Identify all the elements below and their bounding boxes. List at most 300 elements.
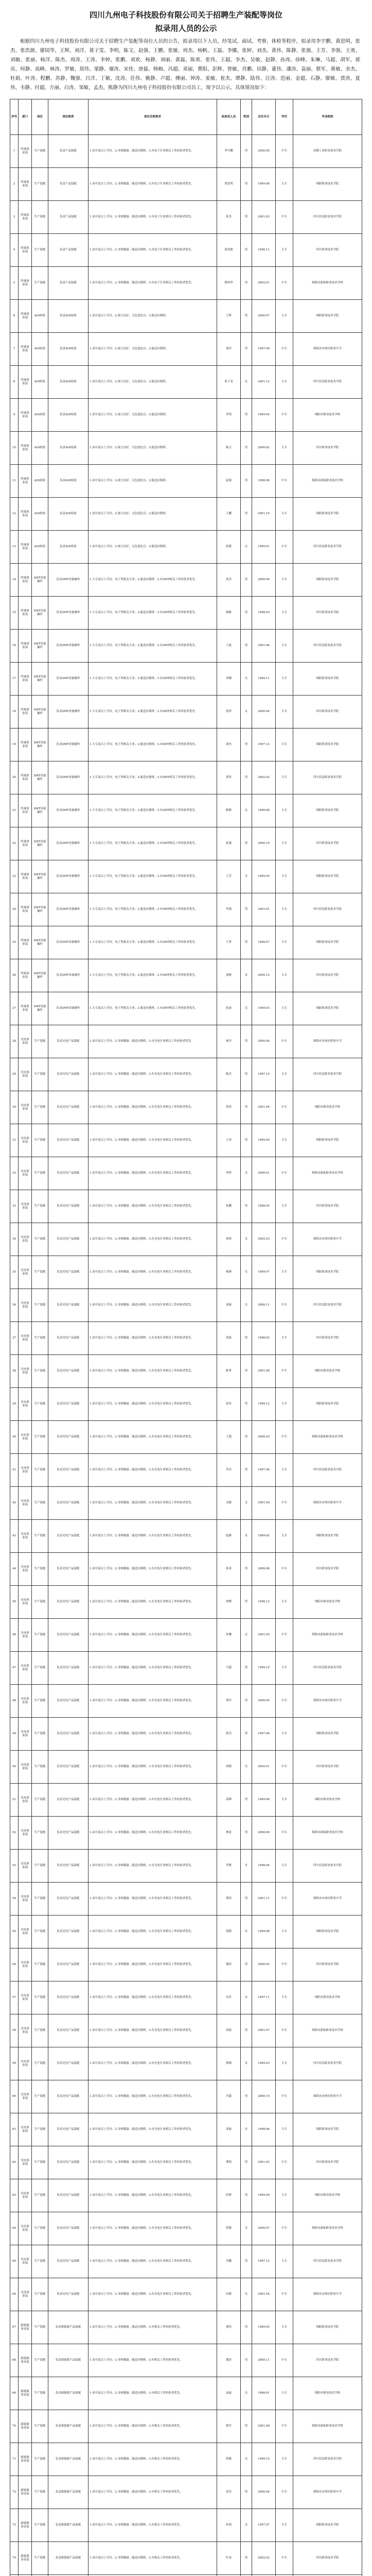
table-cell: 终端事业部 xyxy=(19,926,32,959)
table-cell: 2001.06 xyxy=(252,2410,276,2443)
table-cell: 廖国华 xyxy=(217,267,241,300)
table-cell: 女 xyxy=(241,860,252,893)
table-cell: 李明 xyxy=(217,399,241,432)
table-cell: 中专 xyxy=(276,1817,293,1850)
table-cell: 1.高中及以上学历；2.身体健康，能适应倒班；3.有相关工作经验者优先。 xyxy=(88,2443,217,2476)
table-cell: 40 xyxy=(10,1421,19,1454)
table-row xyxy=(10,2014,362,2047)
table-cell: 2000.09 xyxy=(252,564,276,597)
table-cell: 四川信息职业技术学院 xyxy=(293,1652,362,1685)
table-cell: 彭辉 xyxy=(217,2179,241,2212)
table-cell: 宋佳 xyxy=(217,1981,241,2014)
table-cell: 1999.08 xyxy=(252,168,276,201)
table-cell: 1.大专及以上学历，电子类相关专业；2.能适应倒班；3.有SMT相关工作经验者优先。 xyxy=(88,728,217,761)
table-cell: 负责AOI检验 xyxy=(48,399,88,432)
table-cell: 负责光电产品装配 xyxy=(48,1751,88,1784)
table-cell: 光电事业部 xyxy=(19,1817,32,1850)
table-cell: 男 xyxy=(241,926,252,959)
table-cell: 绵阳市安州区职业中学 xyxy=(293,1223,362,1256)
table-cell: 负责光电产品装配 xyxy=(48,1685,88,1718)
table-row xyxy=(10,1850,362,1883)
table-cell: 四川职业技术学院 xyxy=(293,2344,362,2377)
table-cell: 生产装配 xyxy=(32,2179,48,2212)
table-cell: 四川职业技术学院 xyxy=(293,1553,362,1586)
table-cell: 11 xyxy=(10,465,19,498)
table-cell: 1998.01 xyxy=(252,2377,276,2410)
table-cell: 女 xyxy=(241,1289,252,1322)
table-cell: 四川职业技术学院 xyxy=(293,696,362,728)
table-cell: 大专 xyxy=(276,794,293,827)
table-cell: 四川职业技术学院 xyxy=(293,1190,362,1223)
table-cell: 4 xyxy=(10,234,19,267)
table-cell: 负责光电产品装配 xyxy=(48,1652,88,1685)
table-cell: 光电事业部 xyxy=(19,1157,32,1190)
table-cell: 生产装配 xyxy=(32,234,48,267)
table-cell: 负责光电产品装配 xyxy=(48,2146,88,2179)
table-cell: 终端事业部 xyxy=(19,597,32,630)
table-cell: 负责新能源产品装配 xyxy=(48,2476,88,2509)
table-cell: 大专 xyxy=(276,959,293,992)
table-cell: 李杰 xyxy=(217,1454,241,1487)
table-cell: 1.高中及以上学历；2.身体健康，能适应倒班；3.有光电行业相关工作经验者优先。 xyxy=(88,2080,217,2113)
table-cell: 男 xyxy=(241,2146,252,2179)
table-cell: 终端事业部 xyxy=(19,333,32,366)
table-cell: 1.高中及以上学历；2.身体健康，能适应倒班；3.有光电行业相关工作经验者优先。 xyxy=(88,2014,217,2047)
table-cell: 终端事业部 xyxy=(19,630,32,663)
table-cell: 陈静 xyxy=(217,794,241,827)
table-cell: 大专 xyxy=(276,168,293,201)
table-cell: 光电事业部 xyxy=(19,1058,32,1091)
table-row xyxy=(10,1652,362,1685)
table-cell: 负责光电产品装配 xyxy=(48,2212,88,2245)
table-cell: 1.高中及以上学历；2.身体健康，能适应倒班；3.有光电行业相关工作经验者优先。 xyxy=(88,1289,217,1322)
table-cell: 四川信息职业技术学院 xyxy=(293,630,362,663)
table-cell: 男 xyxy=(241,1817,252,1850)
table-row xyxy=(10,2476,362,2509)
table-cell: 中专 xyxy=(276,1553,293,1586)
table-row xyxy=(10,465,362,498)
table-cell: 大专 xyxy=(276,1586,293,1619)
table-cell: 2 xyxy=(10,168,19,201)
table-cell: 39 xyxy=(10,1388,19,1421)
table-cell: 1998.08 xyxy=(252,794,276,827)
table-cell: 中专 xyxy=(276,2344,293,2377)
table-cell: 光电事业部 xyxy=(19,1948,32,1981)
table-cell: 男 xyxy=(241,761,252,794)
table-cell: 36 xyxy=(10,1289,19,1322)
table-cell: 女 xyxy=(241,794,252,827)
table-cell: 大专 xyxy=(276,827,293,860)
table-header-cell: 岗位职责 xyxy=(48,99,88,135)
table-cell: 2000.07 xyxy=(252,2212,276,2245)
table-cell: 四川职业技术学院 xyxy=(293,597,362,630)
table-cell: 生产装配 xyxy=(32,1025,48,1058)
table-cell: 新能源事业部 xyxy=(19,2443,32,2476)
table-cell: 大专 xyxy=(276,1916,293,1948)
table-cell: 中专 xyxy=(276,135,293,168)
table-cell: 中专 xyxy=(276,1948,293,1981)
table-cell: 负责SMT设备操作 xyxy=(48,761,88,794)
table-row xyxy=(10,168,362,201)
table-cell: 男 xyxy=(241,2311,252,2344)
table-cell: 光电事业部 xyxy=(19,1256,32,1289)
table-cell: 绵阳职业技术学院 xyxy=(293,992,362,1025)
table-cell: 新能源事业部 xyxy=(19,2542,32,2575)
table-cell: 四川信息职业技术学院 xyxy=(293,366,362,399)
table-cell: 男 xyxy=(241,2344,252,2377)
table-row xyxy=(10,1421,362,1454)
table-cell: 中专 xyxy=(276,2410,293,2443)
table-cell: 负责光电产品装配 xyxy=(48,2179,88,2212)
table-cell: 绵阳职业技术学院 xyxy=(293,2113,362,2146)
table-cell: 2000.05 xyxy=(252,1685,276,1718)
table-cell: 2001.06 xyxy=(252,630,276,663)
table-cell: 女 xyxy=(241,1223,252,1256)
table-cell: 张浩源 xyxy=(217,234,241,267)
table-cell: 光电事业部 xyxy=(19,1718,32,1751)
table-cell: 31 xyxy=(10,1124,19,1157)
table-cell: 绵阳职业技术学院 xyxy=(293,1256,362,1289)
table-cell: 2000.07 xyxy=(252,300,276,333)
table-cell: 女 xyxy=(241,992,252,1025)
table-cell: 绵阳市游仙职业技术学校 xyxy=(293,465,362,498)
table-cell: 1.高中及以上学历；2.身体健康，能适应倒班；3.有光电行业相关工作经验者优先。 xyxy=(88,1685,217,1718)
table-cell: 负责光电产品装配 xyxy=(48,1355,88,1388)
table-cell: 1999.10 xyxy=(252,1652,276,1685)
table-cell: 女 xyxy=(241,696,252,728)
table-cell: 生产装配 xyxy=(32,2509,48,2542)
table-cell: 负责光电产品装配 xyxy=(48,2278,88,2311)
table-cell: 生产装配 xyxy=(32,1553,48,1586)
table-cell: 光电事业部 xyxy=(19,1091,32,1124)
table-cell: SMT设备操作 xyxy=(32,959,48,992)
table-cell: 51 xyxy=(10,1784,19,1817)
table-cell: 女 xyxy=(241,531,252,564)
table-cell: 黄磊 xyxy=(217,1322,241,1355)
table-cell: 大专 xyxy=(276,300,293,333)
table-row xyxy=(10,794,362,827)
table-cell: 中专 xyxy=(276,2212,293,2245)
table-cell: 59 xyxy=(10,2047,19,2080)
table-cell: 光电事业部 xyxy=(19,1124,32,1157)
table-cell: 中专 xyxy=(276,201,293,234)
table-cell: 24 xyxy=(10,893,19,926)
table-cell: 1.高中及以上学历；2.身体健康，能适应倒班；3.有相关工作经验者优先。 xyxy=(88,2509,217,2542)
table-cell: 1999.04 xyxy=(252,399,276,432)
table-cell: 光电事业部 xyxy=(19,2179,32,2212)
table-cell: 终端事业部 xyxy=(19,893,32,926)
table-cell: 1999.03 xyxy=(252,992,276,1025)
table-cell: 生产装配 xyxy=(32,1652,48,1685)
table-cell: 四川职业技术学院 xyxy=(293,432,362,465)
table-cell: 终端事业部 xyxy=(19,300,32,333)
table-cell: 四川职业技术学院 xyxy=(293,827,362,860)
table-cell: 负责光电产品装配 xyxy=(48,2047,88,2080)
table-cell: 男 xyxy=(241,432,252,465)
table-cell: 1.高中及以上学历；2.身体健康，能适应倒班；3.有相关工作经验者优先。 xyxy=(88,2311,217,2344)
table-cell: 生产装配 xyxy=(32,168,48,201)
table-cell: 2000.03 xyxy=(252,1421,276,1454)
table-cell: 中专 xyxy=(276,1883,293,1916)
table-cell: 负责SMT设备操作 xyxy=(48,696,88,728)
table-cell: 张敏 xyxy=(217,531,241,564)
table-cell: 生产装配 xyxy=(32,1421,48,1454)
table-cell: 高峰 xyxy=(217,1784,241,1817)
table-cell: 25 xyxy=(10,926,19,959)
table-cell: 男 xyxy=(241,728,252,761)
table-header-cell: 部门 xyxy=(19,99,32,135)
table-cell: 终端事业部 xyxy=(19,135,32,168)
table-cell: 女 xyxy=(241,663,252,696)
table-cell: 女 xyxy=(241,2212,252,2245)
document-subtitle: 拟录用人员的公示 xyxy=(155,24,217,33)
table-cell: 生产装配 xyxy=(32,1718,48,1751)
table-cell: 负责SMT设备操作 xyxy=(48,992,88,1025)
table-cell: 终端事业部 xyxy=(19,432,32,465)
table-cell: 孙涛 xyxy=(217,1553,241,1586)
table-cell: 绵阳市安州区职业中学 xyxy=(293,333,362,366)
table-cell: 光电事业部 xyxy=(19,1553,32,1586)
table-cell: 1.高中及以上学历；2.身体健康，能适应倒班；3.有光电行业相关工作经验者优先。 xyxy=(88,1916,217,1948)
table-cell: 生产装配 xyxy=(32,1322,48,1355)
table-cell: 生产装配 xyxy=(32,1355,48,1388)
table-cell: 1.高中及以上学历；2.身体健康，能适应倒班；3.有光电行业相关工作经验者优先。 xyxy=(88,1322,217,1355)
table-cell: 四川职业技术学院 xyxy=(293,959,362,992)
table-cell: 负责产品装配 xyxy=(48,201,88,234)
table-cell: 生产装配 xyxy=(32,1190,48,1223)
table-row xyxy=(10,1553,362,1586)
table-cell: 1997.12 xyxy=(252,728,276,761)
table-cell: 绵阳市职业技术学校 xyxy=(293,2377,362,2410)
table-cell: 张杰 xyxy=(217,201,241,234)
table-cell: 男 xyxy=(241,597,252,630)
table-cell: 1.大专及以上学历，电子类相关专业；2.能适应倒班；3.有SMT相关工作经验者优先。 xyxy=(88,761,217,794)
table-cell: 生产装配 xyxy=(32,1784,48,1817)
table-cell: 47 xyxy=(10,1652,19,1685)
table-cell: 蒋敏 xyxy=(217,2443,241,2476)
table-cell: 大专 xyxy=(276,2179,293,2212)
table-row xyxy=(10,2509,362,2542)
table-cell: 终端事业部 xyxy=(19,663,32,696)
table-cell: 绵阳职业技术学院 xyxy=(293,564,362,597)
table-cell: 绵阳市职业技术学校 xyxy=(293,1784,362,1817)
table-cell: 负责光电产品装配 xyxy=(48,1421,88,1454)
table-cell: 终端事业部 xyxy=(19,794,32,827)
table-row xyxy=(10,1916,362,1948)
table-cell: 李娜 xyxy=(217,663,241,696)
table-row xyxy=(10,597,362,630)
table-cell: 27 xyxy=(10,992,19,1025)
table-cell: 生产装配 xyxy=(32,1916,48,1948)
table-cell: 1.高中及以上学历；2.身体健康，能适应倒班；3.有光电行业相关工作经验者优先。 xyxy=(88,1981,217,2014)
table-cell: 生产装配 xyxy=(32,1948,48,1981)
table-row xyxy=(10,2113,362,2146)
table-row xyxy=(10,1817,362,1850)
table-cell: 终端事业部 xyxy=(19,465,32,498)
table-cell: 1.大专及以上学历，电子类相关专业；2.能适应倒班；3.有SMT相关工作经验者优先。 xyxy=(88,597,217,630)
table-cell: 生产装配 xyxy=(32,1091,48,1124)
table-cell: 生产装配 xyxy=(32,1685,48,1718)
table-cell: 15 xyxy=(10,597,19,630)
table-cell: 叶涛 xyxy=(217,2542,241,2575)
table-row xyxy=(10,1685,362,1718)
table-cell: 绵阳市安州区职业中学 xyxy=(293,2476,362,2509)
table-cell: 2002.02 xyxy=(252,2542,276,2575)
table-cell: 1.高中及以上学历；2.身体健康，能适应倒班；3.有光电行业相关工作经验者优先。 xyxy=(88,2179,217,2212)
table-cell: 负责光电产品装配 xyxy=(48,1025,88,1058)
table-cell: SMT设备操作 xyxy=(32,696,48,728)
table-cell: 蔡军 xyxy=(217,2410,241,2443)
table-cell: 2001.08 xyxy=(252,1355,276,1388)
table-cell: 绵阳职业技术学院 xyxy=(293,728,362,761)
table-cell: 光电事业部 xyxy=(19,1520,32,1553)
table-cell: 负责SMT设备操作 xyxy=(48,860,88,893)
table-cell: 绵阳市游仙职业技术学校 xyxy=(293,1421,362,1454)
table-cell: 2000.10 xyxy=(252,827,276,860)
table-cell: 生产装配 xyxy=(32,1124,48,1157)
table-cell: 大专 xyxy=(276,992,293,1025)
table-cell: 1.高中及以上学历；2.身体健康，能适应倒班；3.有光电行业相关工作经验者优先。 xyxy=(88,2212,217,2245)
table-cell: 中专 xyxy=(276,465,293,498)
table-row xyxy=(10,1289,362,1322)
table-cell: 绵阳职业技术学院 xyxy=(293,2311,362,2344)
table-cell: 四川信息职业技术学院 xyxy=(293,201,362,234)
table-cell: 四川职业技术学院 xyxy=(293,234,362,267)
table-cell: 绵阳市职业技术学校 xyxy=(293,1091,362,1124)
table-row xyxy=(10,1883,362,1916)
table-cell: 1.高中及以上学历；2.身体健康，能适应倒班；3.有光电行业相关工作经验者优先。 xyxy=(88,1784,217,1817)
table-cell: 大专 xyxy=(276,1652,293,1685)
table-row xyxy=(10,1124,362,1157)
table-cell: 负责新能源产品装配 xyxy=(48,2410,88,2443)
table-cell: 绵阳职业技术学院 xyxy=(293,2509,362,2542)
table-cell: 生产装配 xyxy=(32,1289,48,1322)
table-cell: 大专 xyxy=(276,2443,293,2476)
table-cell: 光电事业部 xyxy=(19,1454,32,1487)
table-cell: 1.高中及以上学历；2.身体健康，能适应倒班；3.有光电行业相关工作经验者优先。 xyxy=(88,1883,217,1916)
table-cell: 刘杰 xyxy=(217,728,241,761)
table-cell: 男 xyxy=(241,1948,252,1981)
table-cell: 终端事业部 xyxy=(19,992,32,1025)
table-cell: 终端事业部 xyxy=(19,168,32,201)
table-cell: 1998.11 xyxy=(252,234,276,267)
table-cell: 大专 xyxy=(276,498,293,531)
table-cell: 负责SMT设备操作 xyxy=(48,630,88,663)
table-cell: 1.大专及以上学历，电子类相关专业；2.能适应倒班；3.有SMT相关工作经验者优先。 xyxy=(88,827,217,860)
table-cell: 33 xyxy=(10,1190,19,1223)
table-cell: 大专 xyxy=(276,1981,293,2014)
table-cell: 男 xyxy=(241,498,252,531)
table-cell: 终端事业部 xyxy=(19,201,32,234)
table-cell: 大专 xyxy=(276,432,293,465)
table-cell: 四川职业技术学院 xyxy=(293,2146,362,2179)
table-row xyxy=(10,2410,362,2443)
table-header-cell: 出生年月 xyxy=(252,99,276,135)
table-row xyxy=(10,663,362,696)
table-cell: SMT设备操作 xyxy=(32,728,48,761)
table-cell: 光电事业部 xyxy=(19,1751,32,1784)
table-cell: 67 xyxy=(10,2311,19,2344)
table-cell: 1.高中及以上学历；2.身体健康，能适应倒班；3.有光电行业相关工作经验者优先。 xyxy=(88,1751,217,1784)
table-cell: 负责光电产品装配 xyxy=(48,1124,88,1157)
table-cell: 生产装配 xyxy=(32,2245,48,2278)
table-cell: 23 xyxy=(10,860,19,893)
table-cell: 58 xyxy=(10,2014,19,2047)
table-cell: 绵阳市游仙职业技术学校 xyxy=(293,1817,362,1850)
table-cell: 马超 xyxy=(217,1652,241,1685)
table-cell: 大专 xyxy=(276,2047,293,2080)
table-header-cell: 拟录用人员 xyxy=(217,99,241,135)
table-cell: 女 xyxy=(241,959,252,992)
table-cell: 男 xyxy=(241,135,252,168)
table-cell: 女 xyxy=(241,1487,252,1520)
table-cell: 1998.06 xyxy=(252,465,276,498)
table-cell: 负责光电产品装配 xyxy=(48,1454,88,1487)
table-cell: 1.高中及以上学历；2.身体健康，能适应倒班；3.有光电行业相关工作经验者优先。 xyxy=(88,1091,217,1124)
table-header-cell: 岗位 xyxy=(32,99,48,135)
table-cell: 大专 xyxy=(276,1190,293,1223)
table-cell: 生产装配 xyxy=(32,2311,48,2344)
table-cell: 32 xyxy=(10,1157,19,1190)
table-cell: 1 xyxy=(10,135,19,168)
table-cell: 生产装配 xyxy=(32,267,48,300)
table-cell: 李宇鹏 xyxy=(217,135,241,168)
table-row xyxy=(10,531,362,564)
table-cell: 绵阳职业技术学院 xyxy=(293,300,362,333)
table-row xyxy=(10,498,362,531)
table-cell: 赵静 xyxy=(217,1520,241,1553)
table-cell: 男 xyxy=(241,1091,252,1124)
table-cell: 生产装配 xyxy=(32,2377,48,2410)
table-cell: 杜娟 xyxy=(217,2509,241,2542)
table-row xyxy=(10,2080,362,2113)
table-cell: 5 xyxy=(10,267,19,300)
table-cell: 2001.10 xyxy=(252,498,276,531)
table-cell: 杨帆 xyxy=(217,597,241,630)
table-cell: 1.高中及以上学历；2.身体健康，能适应倒班；3.有光电行业相关工作经验者优先。 xyxy=(88,2245,217,2278)
table-row xyxy=(10,1520,362,1553)
table-cell: 1.大专及以上学历，电子类相关专业；2.能适应倒班；3.有SMT相关工作经验者优先。 xyxy=(88,663,217,696)
table-row xyxy=(10,1718,362,1751)
table-cell: 男 xyxy=(241,1553,252,1586)
table-cell: 1.高中及以上学历；2.视力良好，无色弱色盲；3.能适应倒班。 xyxy=(88,399,217,432)
table-cell: 李婷 xyxy=(217,1157,241,1190)
table-cell: 终端事业部 xyxy=(19,696,32,728)
table-cell: 74 xyxy=(10,2542,19,2575)
table-cell: 1.高中及以上学历；2.身体健康，能适应倒班；3.有光电行业相关工作经验者优先。 xyxy=(88,1355,217,1388)
table-cell: 2001.03 xyxy=(252,201,276,234)
table-cell: 光电事业部 xyxy=(19,1981,32,2014)
table-cell: 1.高中及以上学历；2.身体健康，能适应倒班；3.有光电行业相关工作经验者优先。 xyxy=(88,1948,217,1981)
table-row xyxy=(10,432,362,465)
table-cell: 1999.07 xyxy=(252,1256,276,1289)
table-cell: 四川信息职业技术学院 xyxy=(293,1058,362,1091)
table-row xyxy=(10,1619,362,1652)
table-cell: 绵阳市游仙职业技术学校 xyxy=(293,2014,362,2047)
table-cell: 光电事业部 xyxy=(19,2014,32,2047)
table-cell: 绵阳市安州区职业中学 xyxy=(293,2278,362,2311)
table-cell: 负责光电产品装配 xyxy=(48,1619,88,1652)
table-cell: 1.高中及以上学历；2.身体健康，能适应倒班；3.有光电行业相关工作经验者优先。 xyxy=(88,1388,217,1421)
table-cell: 1999.08 xyxy=(252,1916,276,1948)
table-cell: 男 xyxy=(241,1355,252,1388)
table-cell: 1.高中及以上学历；2.视力良好，无色弱色盲；3.能适应倒班。 xyxy=(88,366,217,399)
table-cell: 男 xyxy=(241,1388,252,1421)
table-cell: 四川信息职业技术学院 xyxy=(293,1850,362,1883)
table-cell: 男 xyxy=(241,234,252,267)
table-row xyxy=(10,234,362,267)
table-cell: 生产装配 xyxy=(32,2410,48,2443)
